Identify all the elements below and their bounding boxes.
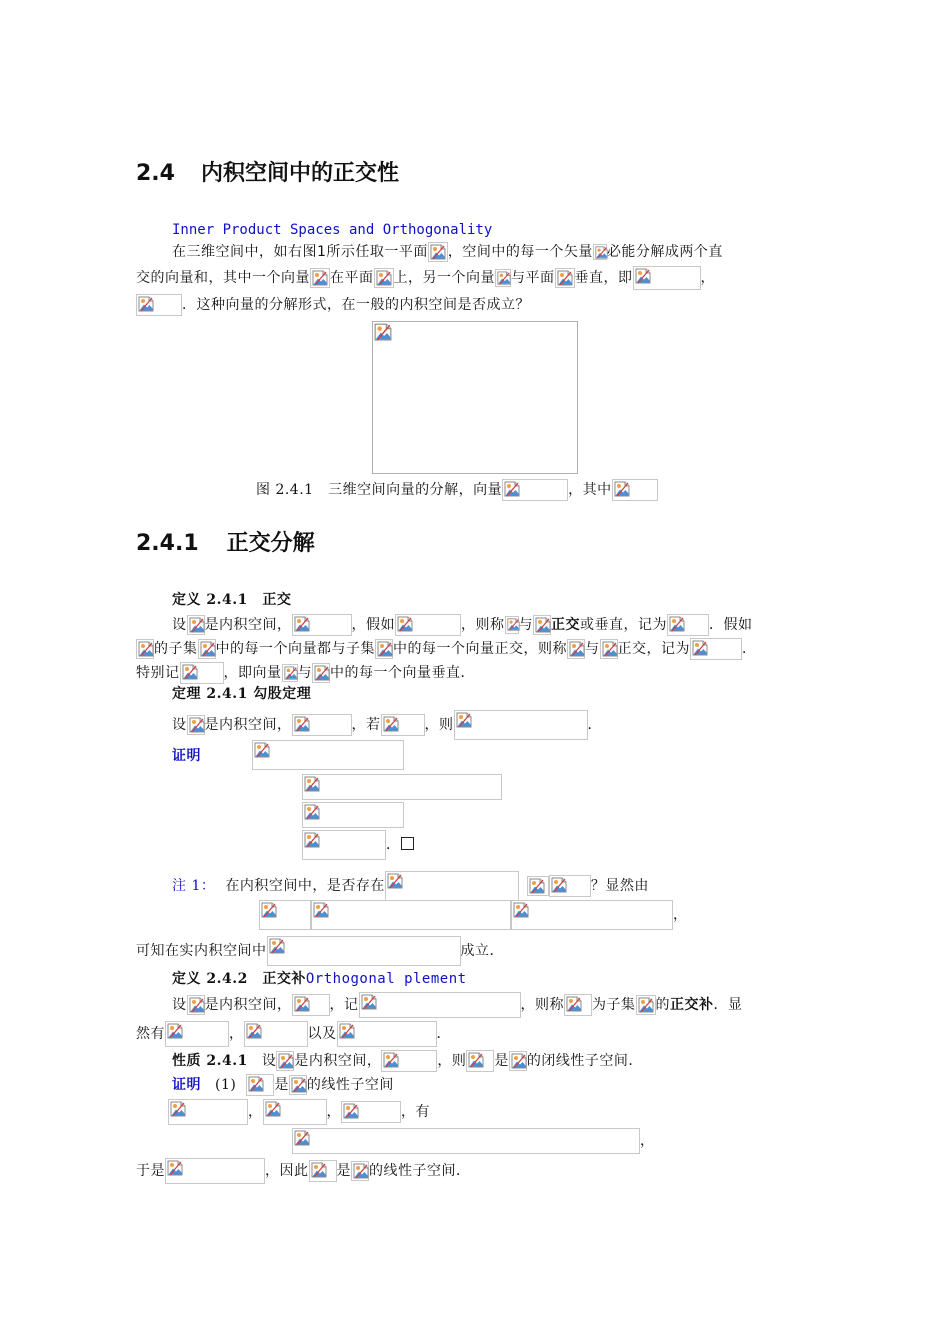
broken-image-icon: [428, 242, 448, 262]
theorem-title: 定理 2.4.1 勾股定理: [172, 686, 312, 702]
text: ，其中: [568, 482, 612, 498]
property-title: 性质 2.4.1: [172, 1053, 248, 1069]
text: 设: [172, 997, 187, 1013]
equation-image: [165, 1021, 229, 1047]
text: ．显: [713, 997, 743, 1013]
section-number: 2.4: [136, 161, 175, 186]
note-label: 注 1：: [172, 878, 216, 894]
text: 为子集: [592, 997, 636, 1013]
figure-caption: [256, 479, 658, 501]
thm1-line-1: [172, 710, 602, 740]
broken-image-icon: [466, 1050, 494, 1072]
text: 是: [336, 1163, 351, 1179]
proof-equation-final: [302, 830, 414, 860]
text: ？显然由: [590, 878, 649, 894]
subsection-number: 2.4.1: [136, 531, 199, 556]
equation-image: [337, 1021, 437, 1047]
broken-image-icon: [282, 664, 298, 682]
proof2-line-3: [292, 1128, 655, 1154]
text: 与: [518, 617, 533, 633]
text: 中的每一个向量垂直．: [330, 665, 475, 681]
text: 所示任取一平面: [326, 244, 428, 260]
intro-line-3: [136, 294, 530, 316]
equation-image: [302, 774, 502, 800]
text: ，: [248, 1104, 263, 1120]
prop1-line-1: [172, 1050, 643, 1072]
def1-line-1: [172, 614, 753, 636]
text: ．: [386, 837, 401, 853]
text: 可知在实内积空间中: [136, 943, 267, 959]
equation-image: [502, 479, 568, 501]
proof2-line-2: [168, 1099, 430, 1125]
text: ，则: [437, 1053, 467, 1069]
broken-image-icon: [600, 639, 618, 659]
broken-image-icon: [564, 994, 592, 1016]
broken-image-icon: [374, 268, 394, 288]
text: 然有: [136, 1026, 165, 1042]
definition-title-english: Orthogonal plement: [305, 971, 467, 987]
proof2-line-1: [172, 1074, 394, 1096]
text: 上，另一个向量: [393, 270, 495, 286]
equation-image: [511, 900, 673, 930]
broken-image-icon: [310, 268, 330, 288]
equation-image: [267, 936, 461, 966]
text: ，: [673, 907, 688, 923]
text: ．: [587, 717, 602, 733]
proof-equation: [302, 774, 502, 800]
broken-image-icon: [495, 269, 511, 287]
subsection-heading: [136, 526, 315, 557]
note1-line-1: [172, 871, 649, 901]
text: ，则称: [520, 997, 564, 1013]
text: 垂直，即: [574, 270, 633, 286]
text: 的: [655, 997, 670, 1013]
def1-line-3: [136, 662, 475, 684]
text: 在三维空间中，如右图: [172, 244, 317, 260]
proof-label: 证明: [172, 748, 201, 764]
equation-image: [263, 1099, 327, 1125]
broken-image-icon: [567, 639, 585, 659]
equation-image: [549, 875, 591, 897]
text: 的子集: [154, 641, 198, 657]
broken-image-icon: [289, 1075, 307, 1095]
text: ，若: [351, 717, 381, 733]
text: 设: [172, 617, 187, 633]
text: ，则: [424, 717, 454, 733]
text: 于是: [136, 1163, 165, 1179]
equation-image: [385, 871, 519, 901]
qed-square-icon: [401, 837, 414, 850]
text: ．: [436, 1026, 451, 1042]
intro-line-2: [136, 266, 715, 290]
text: ，即向量: [223, 665, 282, 681]
def1-line-2: [136, 638, 757, 660]
broken-image-icon: [276, 1051, 294, 1071]
def2-title: [172, 969, 467, 989]
text: ．假如: [709, 617, 753, 633]
text: 与: [585, 641, 600, 657]
equation-image: [136, 294, 182, 316]
text: ．: [742, 641, 757, 657]
broken-image-icon: [312, 663, 330, 683]
equation-image: [454, 710, 588, 740]
text: 是: [274, 1077, 289, 1093]
text: ，: [326, 1104, 341, 1120]
broken-image-icon: [509, 1051, 527, 1071]
subsection-title: 正交分解: [226, 531, 315, 556]
text: 特别记: [136, 665, 180, 681]
broken-image-icon: [246, 1074, 274, 1096]
proof2-line-4: [136, 1158, 471, 1184]
text: 设: [172, 717, 187, 733]
proof-label: 证明: [172, 1077, 201, 1093]
definition-title: 定义 2.4.1 正交: [172, 592, 292, 608]
broken-image-icon: [351, 1161, 369, 1181]
text: ，: [700, 270, 715, 286]
text: 正交: [551, 617, 580, 633]
broken-image-icon: [198, 639, 216, 659]
equation-image: [292, 714, 352, 736]
equation-image: [259, 900, 311, 930]
note1-line-2: [259, 900, 688, 930]
text: 是内积空间，: [204, 717, 292, 733]
text: ，有: [401, 1104, 430, 1120]
proof-equation: [302, 802, 404, 828]
broken-image-icon: [593, 244, 607, 260]
text: 或垂直，记为: [580, 617, 667, 633]
text: 中的每一个向量都与子集: [215, 641, 375, 657]
broken-image-icon: [187, 715, 205, 735]
text: 在内积空间中，是否存在: [225, 878, 385, 894]
broken-image-icon: [527, 876, 549, 896]
broken-image-icon: [505, 616, 519, 634]
text: (1): [215, 1077, 237, 1093]
equation-image: [381, 714, 425, 736]
equation-image: [244, 1021, 308, 1047]
text: ，: [640, 1133, 655, 1149]
text: 图 2.4.1 三维空间向量的分解，向量: [256, 482, 503, 498]
text: 成立．: [460, 943, 504, 959]
text: ，则称: [461, 617, 505, 633]
definition-title: 定义 2.4.2 正交补: [172, 971, 306, 987]
equation-image: [612, 479, 658, 501]
text: 交的向量和，其中一个向量: [136, 270, 310, 286]
equation-image: [359, 992, 521, 1018]
broken-image-icon: [555, 268, 575, 288]
section-title: 内积空间中的正交性: [200, 161, 399, 186]
note1-line-3: [136, 936, 504, 966]
broken-image-icon: [636, 995, 656, 1015]
equation-image: [180, 662, 224, 684]
broken-image-icon: [187, 995, 205, 1015]
text: ，假如: [351, 617, 395, 633]
text: 正交补: [670, 997, 714, 1013]
text: 是内积空间，: [204, 997, 292, 1013]
text: 与平面: [511, 270, 555, 286]
text: ，空间中的每一个矢量: [447, 244, 593, 260]
text: ，因此: [265, 1163, 309, 1179]
text: 正交，记为: [617, 641, 690, 657]
intro-line-1: [172, 242, 723, 262]
equation-image: [302, 802, 404, 828]
section-heading: [136, 156, 399, 187]
text: 与: [297, 665, 312, 681]
equation-image: [690, 638, 742, 660]
broken-image-icon: [533, 615, 551, 635]
text: ，: [229, 1026, 244, 1042]
equation-image: [292, 614, 352, 636]
equation-image: [165, 1158, 265, 1184]
text: 是: [494, 1053, 509, 1069]
proof-equation: [252, 740, 404, 770]
equation-image: [395, 614, 461, 636]
equation-image: [292, 1128, 640, 1154]
english-title: Inner Product Spaces and Orthogonality: [172, 222, 493, 238]
equation-image: [168, 1099, 248, 1125]
broken-image-icon: [187, 615, 205, 635]
broken-image-icon: [309, 1160, 337, 1182]
equation-image: [311, 900, 511, 930]
text: 是内积空间，: [294, 1053, 382, 1069]
broken-image-icon: [374, 323, 392, 341]
text: 是内积空间，: [204, 617, 292, 633]
equation-image: [667, 614, 709, 636]
equation-image: [633, 266, 701, 290]
text: ．这种向量的分解形式，在一般的内积空间是否成立？: [182, 297, 530, 313]
equation-image: [381, 1050, 437, 1072]
def2-line-1: [172, 992, 743, 1018]
equation-image: [252, 740, 404, 770]
figure-image: [372, 321, 578, 474]
text: 在平面: [330, 270, 374, 286]
text: ，记: [329, 997, 359, 1013]
text: 以及: [307, 1026, 337, 1042]
text: 的线性子空间．: [369, 1163, 471, 1179]
text: 的线性子空间: [306, 1077, 394, 1093]
text: 设: [261, 1053, 277, 1069]
text: 必能分解成两个直: [606, 244, 723, 260]
text: 1: [317, 244, 327, 260]
equation-image: [341, 1101, 401, 1123]
text: 的闭线性子空间．: [526, 1053, 643, 1069]
text: 中的每一个向量正交，则称: [393, 641, 567, 657]
equation-image: [292, 994, 330, 1016]
equation-image: [302, 830, 386, 860]
def2-line-2: [136, 1021, 451, 1047]
broken-image-icon: [375, 639, 393, 659]
broken-image-icon: [136, 639, 154, 659]
